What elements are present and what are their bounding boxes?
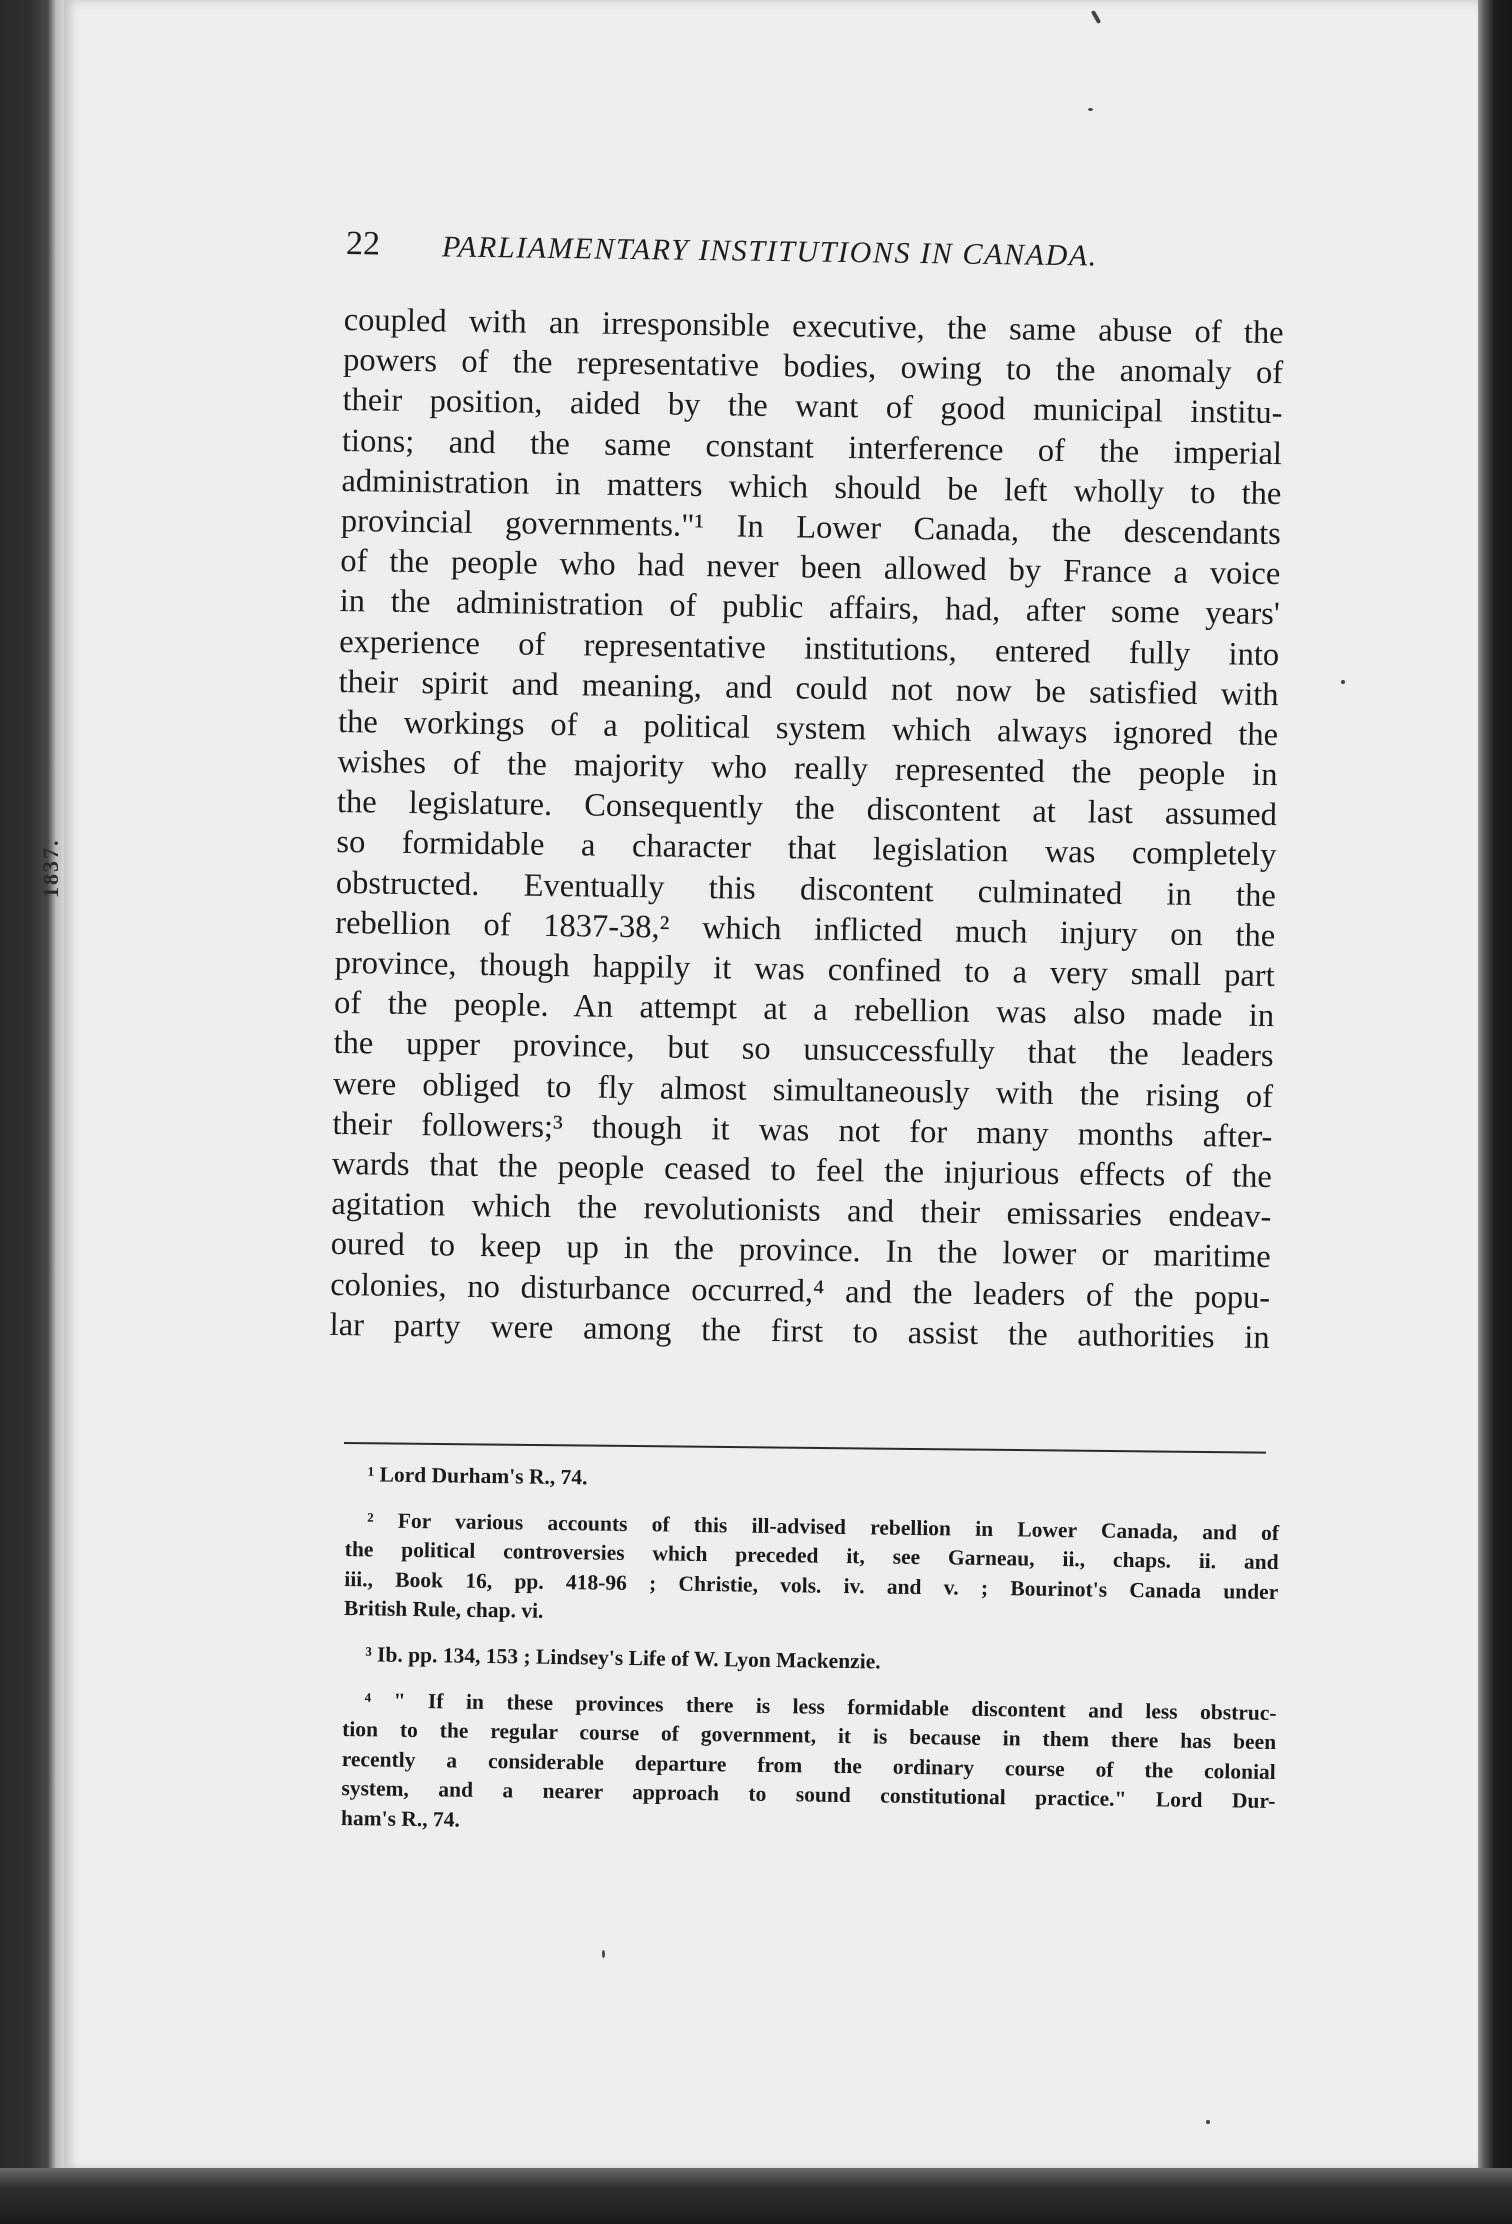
footnote-line: the political controversies which preceded it, see Garneau, ii., chaps. ii. and bbox=[344, 1537, 1279, 1575]
scan-speck bbox=[1341, 680, 1345, 684]
body-line: coupled with an irresponsible executive, the same abuse of the bbox=[343, 301, 1284, 352]
body-line: of the people. An attempt at a rebellion was also made in bbox=[333, 985, 1275, 1035]
body-line: obstructed. Eventually this discontent culminated in the bbox=[335, 864, 1277, 914]
footnote-line: system, and a nearer approach to sound constitutional practice." Lord Dur- bbox=[341, 1776, 1276, 1814]
scan-speck bbox=[602, 1950, 605, 1958]
footnote-line: iii., Book 16, pp. 418-96 ; Christie, vols. iv. and v. ; Bourinot's Canada under bbox=[344, 1566, 1279, 1604]
body-line: provincial governments."¹ In Lower Canada, the descendants bbox=[340, 502, 1282, 553]
body-line: rebellion of 1837-38,² which inflicted much injury on the bbox=[335, 904, 1276, 954]
body-line: administration in matters which should be left wholly to the bbox=[341, 462, 1282, 512]
body-line: experience of representative institutions, entered fully into bbox=[338, 623, 1280, 673]
footnote-2 bbox=[344, 1506, 1280, 1637]
body-line: their followers;³ though it was not for many months after- bbox=[332, 1105, 1273, 1155]
footnote-4 bbox=[341, 1686, 1277, 1847]
body-line: the legislature. Consequently the discontent at last assumed bbox=[336, 784, 1278, 834]
body-line: lar party were among the first to assist the authorities in bbox=[329, 1306, 1270, 1356]
footnote-line: ham's R., 74. bbox=[340, 1805, 461, 1832]
body-line: tions; and the same constant interference of the imperial bbox=[341, 422, 1283, 472]
footnote-line: ² For various accounts of this ill-advised rebellion in Lower Canada, and of bbox=[366, 1507, 1280, 1545]
body-line: in the administration of public affairs, had, after some years' bbox=[339, 583, 1280, 633]
body-line: the workings of a political system which always ignored the bbox=[337, 703, 1279, 753]
page-number: 22 bbox=[345, 225, 381, 263]
body-line: of the people who had never been allowed by France a voice bbox=[340, 543, 1281, 593]
body-line: province, though happily it was confined to a very small part bbox=[334, 944, 1275, 995]
body-line: powers of the representative bodies, owing to the anomaly of bbox=[342, 342, 1284, 392]
body-line: their spirit and meaning, and could not now be satisfied with bbox=[338, 663, 1279, 713]
body-line: oured to keep up in the province. In the lower or maritime bbox=[330, 1226, 1271, 1276]
body-line: wishes of the majority who really represented the people in bbox=[337, 744, 1278, 794]
footnote-line: tion to the regular course of government, it is because in them there has been bbox=[342, 1717, 1277, 1755]
body-line: colonies, no disturbance occurred,⁴ and the leaders of the popu- bbox=[330, 1266, 1271, 1316]
body-text bbox=[329, 300, 1283, 1358]
body-line: were obliged to fly almost simultaneously with the rising of bbox=[332, 1065, 1274, 1115]
footnote-line: ¹ Lord Durham's R., 74. bbox=[367, 1462, 588, 1490]
footnote-3 bbox=[343, 1640, 1277, 1683]
scan-speck bbox=[1088, 108, 1093, 111]
footnote-line: ⁴ " If in these provinces there is less formidable discontent and less obstruc- bbox=[364, 1687, 1277, 1725]
margin-date-mark: 1837. bbox=[38, 838, 63, 898]
body-line: so formidable a character that legislation was completely bbox=[336, 824, 1277, 874]
body-line: their position, aided by the want of good municipal institu- bbox=[342, 382, 1283, 432]
body-line: the upper province, but so unsuccessfully that the leaders bbox=[333, 1025, 1274, 1075]
body-line: agitation which the revolutionists and their emissaries endeav- bbox=[331, 1186, 1272, 1236]
scan-speck bbox=[1206, 2120, 1210, 2124]
running-title: PARLIAMENTARY INSTITUTIONS IN CANADA. bbox=[441, 230, 1099, 273]
body-line: wards that the people ceased to feel the injurious effects of the bbox=[331, 1145, 1273, 1195]
footnote-line: recently a considerable departure from the ordinary course of the colonial bbox=[341, 1746, 1276, 1784]
scan-bottom-edge bbox=[0, 2168, 1512, 2224]
footnote-line: ³ Ib. pp. 134, 153 ; Lindsey's Life of W. Lyon Mackenzie. bbox=[365, 1642, 881, 1674]
footnotes bbox=[341, 1460, 1280, 1863]
footnote-line: British Rule, chap. vi. bbox=[343, 1596, 544, 1624]
